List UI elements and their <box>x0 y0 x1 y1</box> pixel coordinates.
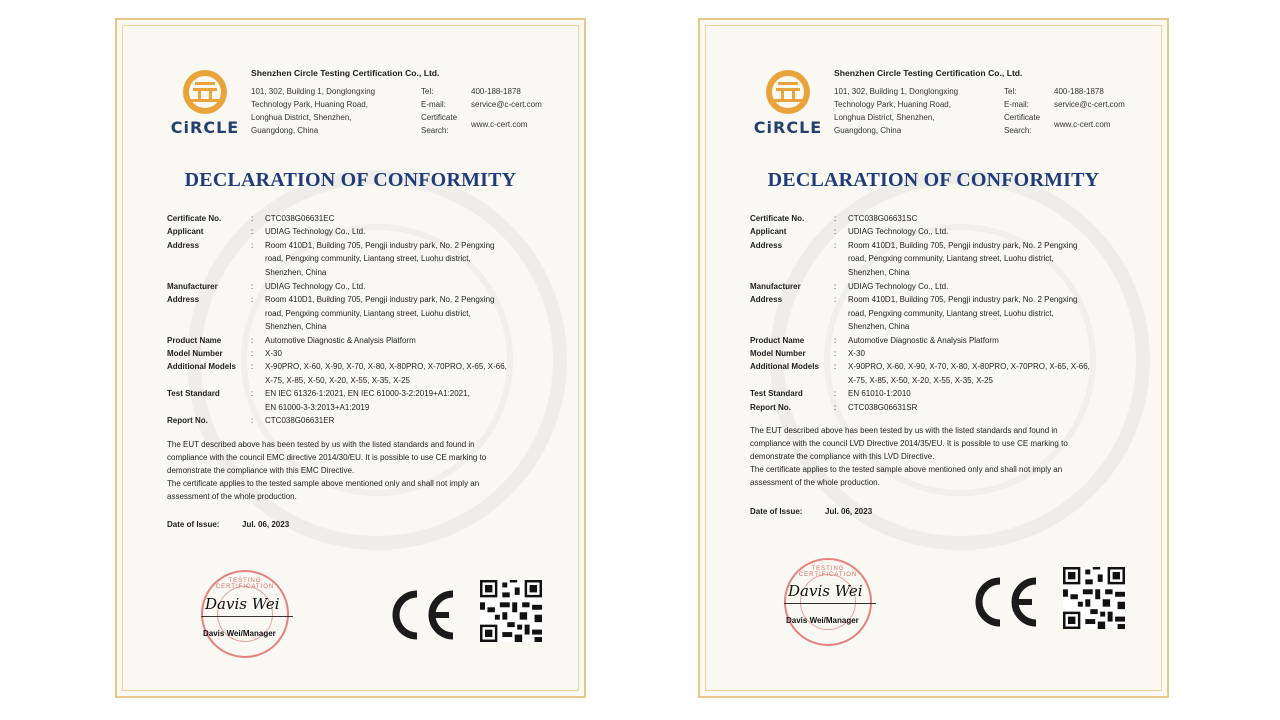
certificate-fields: Certificate No. : CTC038G06631EC Applicant : UDIAG Technology Co., Ltd. Address : Room 410D1, Building 705, Pengji industry park, No. 2 Pengxing road, Pengxing community, Liantang street, Luohu district, Shenzhen, China Manufacturer : UDIAG Technology Co., Ltd. Address : Room 410D1, Building 705, Pengji industry park, No. 2 Pengxing road, Pengxing community, Liantang street, Luohu district, Shenzhen, China Product Name : Automotive Diagnostic & Analysis Platform Model Number : X-30 Additional Models : X-90PRO, X-60, X-90, X-70, X-80, X-80PRO, X-70PRO, X-65, X-66, X-75, X-85, X-50, X-20, X-55, X-35, X-25 Test Standard : EN IEC 61326-1:2021, EN IEC 61000-3-2:2019+A1:2021, EN 61000-3-3:2013+A1:2019 Report No. : CTC038G06631ER <box>167 212 547 428</box>
manufacturer-name: UDIAG Technology Co., Ltd. <box>265 282 366 292</box>
signer-name: Davis Wei/Manager <box>203 629 276 638</box>
applicant-name: UDIAG Technology Co., Ltd. <box>265 227 366 237</box>
certificate-number: CTC038G06631SC <box>848 214 918 223</box>
signature-line <box>201 616 293 617</box>
phone-number: 400-188-1878 <box>471 87 521 96</box>
website-link[interactable]: www.c-cert.com <box>471 120 528 129</box>
test-standard: EN 61010-1:2010 <box>848 389 911 399</box>
applicant-address: Room 410D1, Building 705, Pengji industry park, No. 2 Pengxing road, Pengxing community, Liantang street, Luohu district, Shenzhen, China <box>265 240 495 277</box>
company-name: Shenzhen Circle Testing Certification Co., Ltd. <box>834 68 1023 78</box>
date-of-issue: Date of Issue: Jul. 06, 2023 <box>750 507 873 516</box>
report-number: CTC038G06631SR <box>848 402 918 412</box>
phone-number: 400-188-1878 <box>1054 87 1104 96</box>
additional-models: X-90PRO, X-60, X-90, X-70, X-80, X-80PRO, X-70PRO, X-65, X-66, X-75, X-85, X-50, X-20, X-55, X-35, X-25 <box>265 362 507 385</box>
applicant-address: Room 410D1, Building 705, Pengji industry park, No. 2 Pengxing road, Pengxing community, Liantang street, Luohu district, Shenzhen, China <box>848 240 1078 277</box>
certificate-fields: Certificate No. : CTC038G06631SC Applicant : UDIAG Technology Co., Ltd. Address : Room 410D1, Building 705, Pengji industry park, No. 2 Pengxing road, Pengxing community, Liantang street, Luohu district, Shenzhen, China Manufacturer : UDIAG Technology Co., Ltd. Address : Room 410D1, Building 705, Pengji industry park, No. 2 Pengxing road, Pengxing community, Liantang street, Luohu district, Shenzhen, China Product Name : Automotive Diagnostic & Analysis Platform Model Number : X-30 Additional Models : X-90PRO, X-60, X-90, X-70, X-80, X-80PRO, X-70PRO, X-65, X-66, X-75, X-85, X-50, X-20, X-55, X-35, X-25 Test Standard : EN 61010-1:2010 Report No. : CTC038G06631SR <box>750 212 1130 414</box>
certificate-header <box>748 68 1148 148</box>
website-link[interactable]: www.c-cert.com <box>1054 120 1111 129</box>
company-contact: Tel: 400-188-1878 E-mail: service@c-cert.com Certificate Search: www.c-cert.com <box>421 85 561 137</box>
date-of-issue: Date of Issue: Jul. 06, 2023 <box>167 520 290 529</box>
ce-mark-icon <box>972 577 1042 627</box>
compliance-statement: The EUT described above has been tested by us with the listed standards and found in compliance with the council EMC directive 2014/30/EU. It is possible to use CE marking to demonstrate the compliance with this EMC Directive. The certificate applies to the tested sample above mentioned only and shall not imply an assessment of the whole production. <box>167 440 487 501</box>
test-standard: EN IEC 61326-1:2021, EN IEC 61000-3-2:2019+A1:2021, EN 61000-3-3:2013+A1:2019 <box>265 389 470 412</box>
company-name: Shenzhen Circle Testing Certification Co., Ltd. <box>251 68 440 78</box>
company-stamp: TESTING CERTIFICATION <box>784 558 872 646</box>
signer-name: Davis Wei/Manager <box>786 616 859 625</box>
applicant-name: UDIAG Technology Co., Ltd. <box>848 227 949 237</box>
logo-wordmark: CiRCLE <box>170 118 240 137</box>
product-name: Automotive Diagnostic & Analysis Platform <box>848 335 999 345</box>
manufacturer-name: UDIAG Technology Co., Ltd. <box>848 282 949 292</box>
qr-code-icon[interactable] <box>1063 567 1125 629</box>
certificate-lvd <box>698 18 1169 698</box>
manufacturer-address: Room 410D1, Building 705, Pengji industry park, No. 2 Pengxing road, Pengxing community, Liantang street, Luohu district, Shenzhen, China <box>848 295 1078 332</box>
company-contact: Tel: 400-188-1878 E-mail: service@c-cert.com Certificate Search: www.c-cert.com <box>1004 85 1144 137</box>
manufacturer-address: Room 410D1, Building 705, Pengji industry park, No. 2 Pengxing road, Pengxing community, Liantang street, Luohu district, Shenzhen, China <box>265 295 495 332</box>
signature: Davis Wei <box>788 582 863 600</box>
certificate-header <box>165 68 565 148</box>
model-number: X-30 <box>265 349 282 359</box>
company-address: 101, 302, Building 1, Donglongxing Technology Park, Huaning Road, Longhua District, Shenzhen, Guangdong, China <box>834 87 959 135</box>
certificate-number: CTC038G06631EC <box>265 214 335 223</box>
certificate-emc <box>115 18 586 698</box>
ce-mark-icon <box>389 590 459 640</box>
model-number: X-30 <box>848 349 865 359</box>
qr-code-icon[interactable] <box>480 580 542 642</box>
compliance-statement: The EUT described above has been tested by us with the listed standards and found in compliance with the council LVD Directive 2014/35/EU. It is possible to use CE marking to demonstrate the compliance with this LVD Directive. The certificate applies to the tested sample above mentioned only and shall not imply an assessment of the whole production. <box>750 426 1068 487</box>
company-address: 101, 302, Building 1, Donglongxing Technology Park, Huaning Road, Longhua District, Shenzhen, Guangdong, China <box>251 87 376 135</box>
signature: Davis Wei <box>205 595 280 613</box>
product-name: Automotive Diagnostic & Analysis Platform <box>265 335 416 345</box>
company-stamp: TESTING CERTIFICATION <box>201 570 289 658</box>
page-title: DECLARATION OF CONFORMITY <box>767 169 1100 191</box>
page-title: DECLARATION OF CONFORMITY <box>184 169 517 191</box>
email-link[interactable]: service@c-cert.com <box>471 100 542 109</box>
email-link[interactable]: service@c-cert.com <box>1054 100 1125 109</box>
report-number: CTC038G06631ER <box>265 416 335 426</box>
additional-models: X-90PRO, X-60, X-90, X-70, X-80, X-80PRO, X-70PRO, X-65, X-66, X-75, X-85, X-50, X-20, X-55, X-35, X-25 <box>848 362 1090 385</box>
logo-wordmark: CiRCLE <box>753 118 823 137</box>
signature-line <box>784 603 876 604</box>
